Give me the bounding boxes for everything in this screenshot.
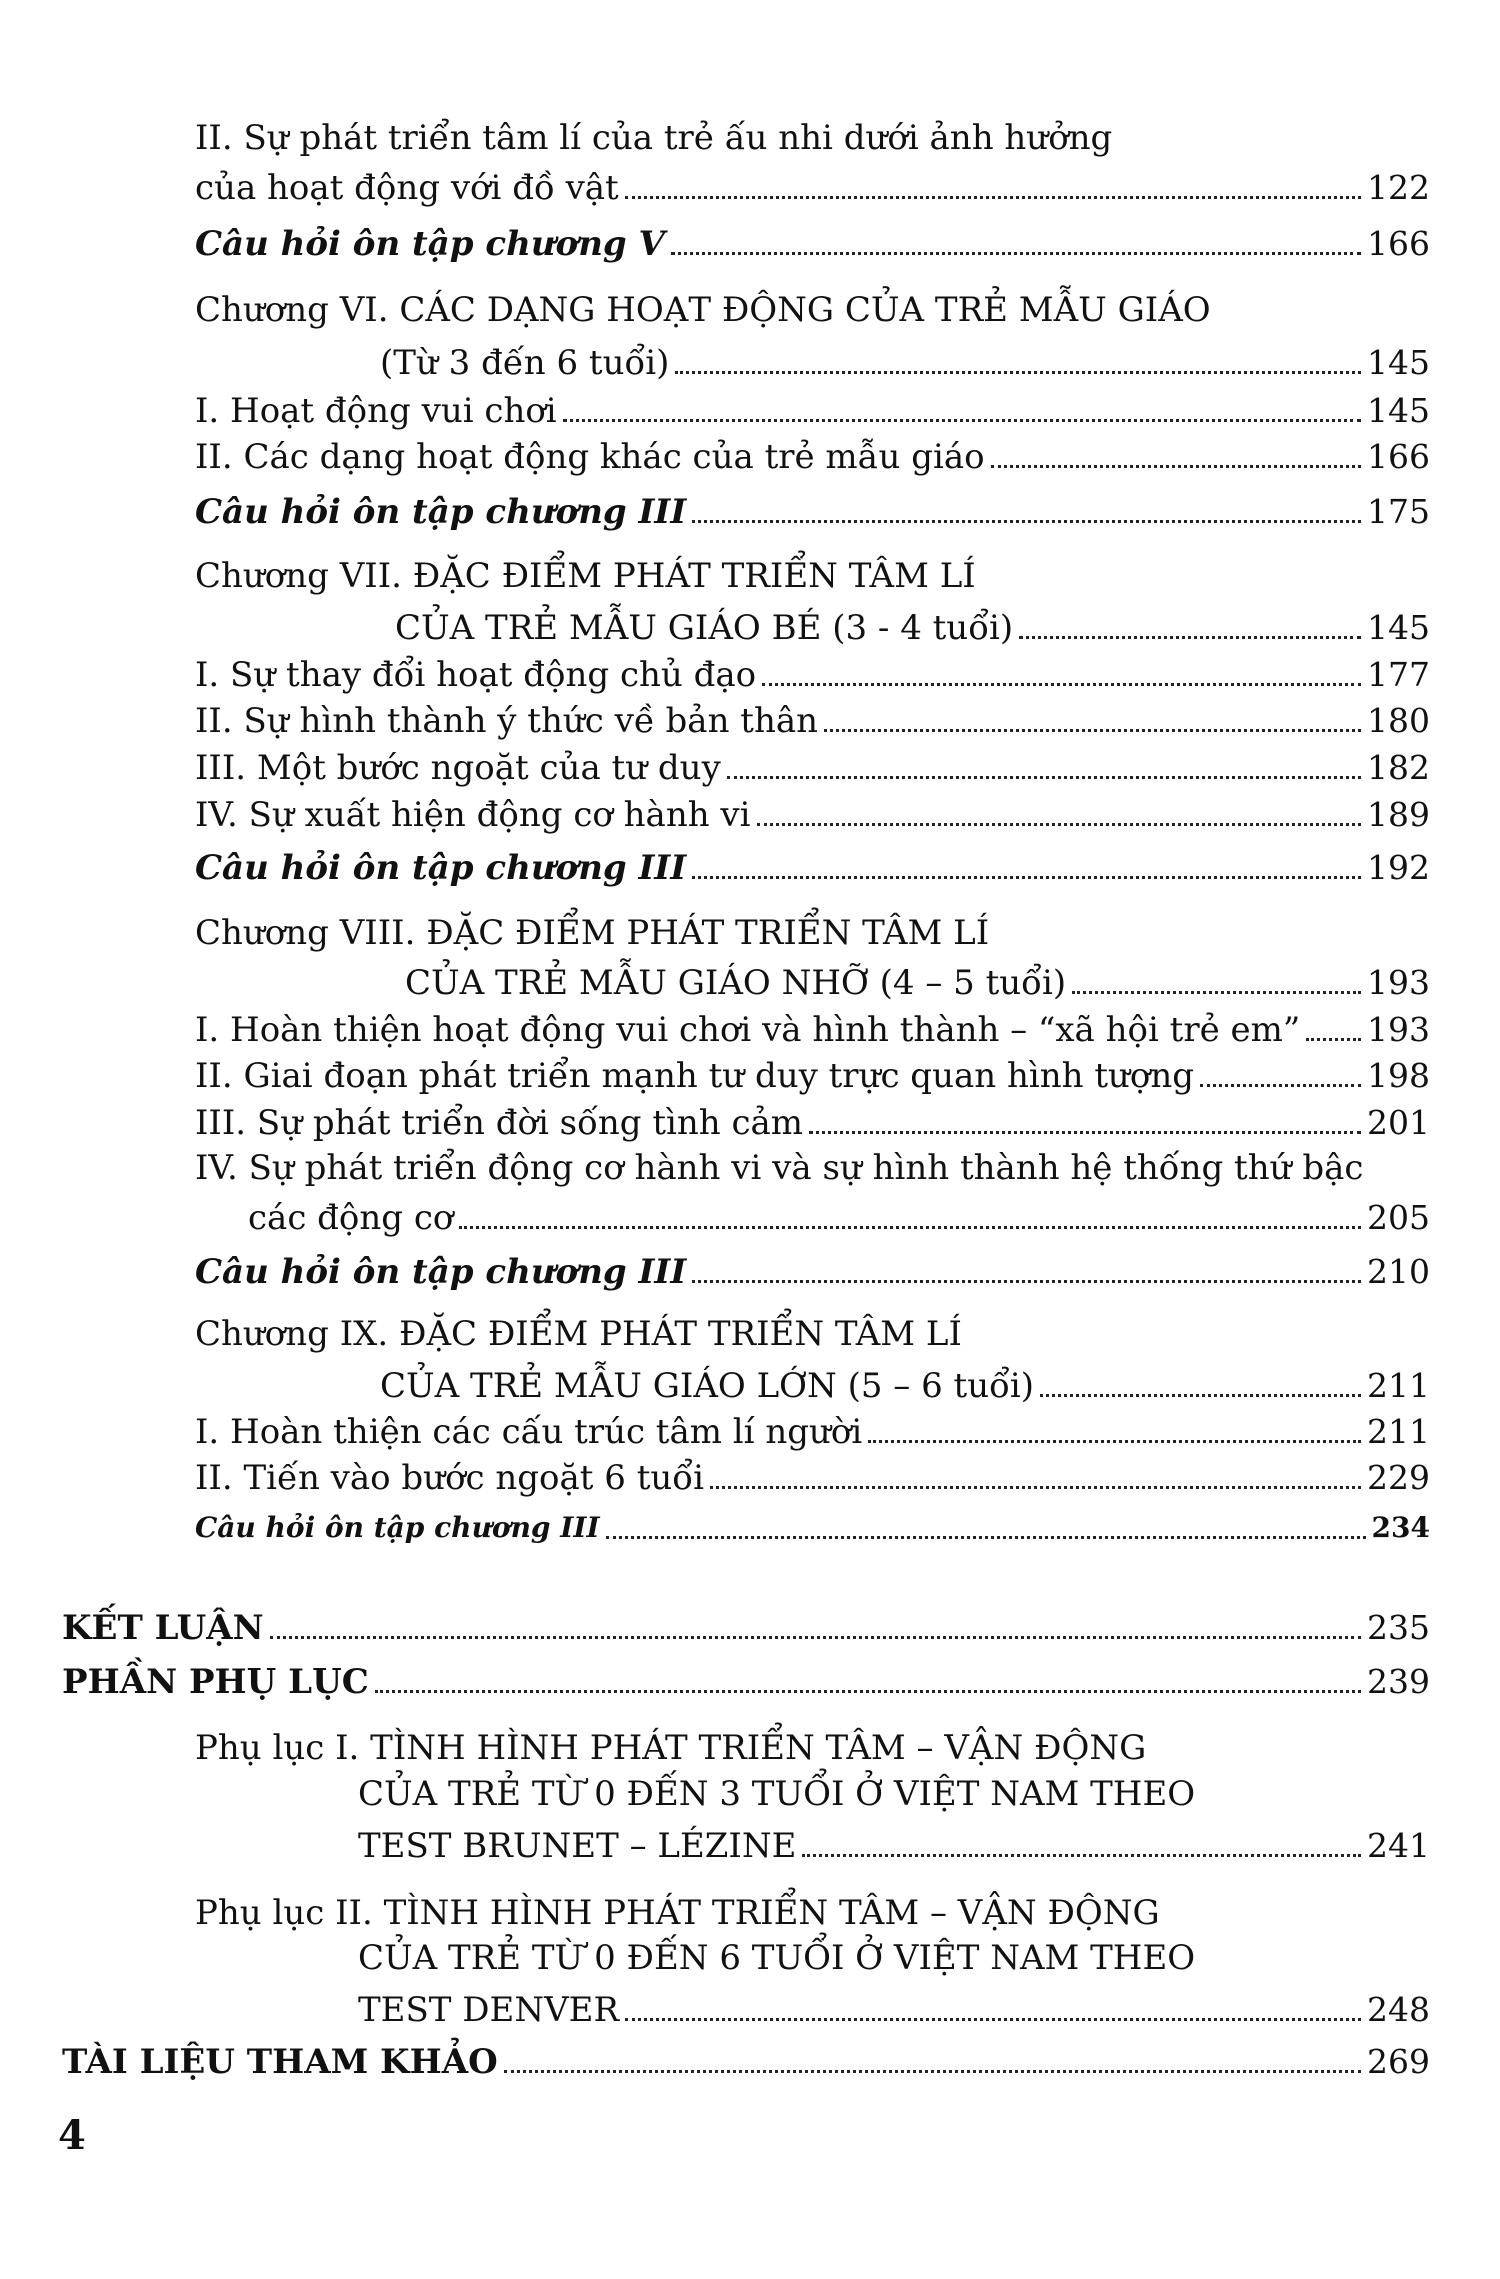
toc-entry-part[interactable] bbox=[62, 2034, 1430, 2082]
entry-page: 182 bbox=[1367, 748, 1430, 787]
entry-text: IV. Sự phát triển động cơ hành vi và sự hình thành hệ thống thứ bậc bbox=[195, 1148, 1364, 1188]
dot-leader bbox=[710, 1458, 1361, 1489]
toc-chapter-heading bbox=[195, 556, 976, 596]
entry-text: CỦA TRẺ MẪU GIÁO BÉ (3 - 4 tuổi) bbox=[395, 608, 1014, 648]
entry-page: 211 bbox=[1367, 1366, 1430, 1405]
toc-entry-section[interactable] bbox=[195, 383, 1430, 431]
entry-text: CỦA TRẺ TỪ 0 ĐẾN 6 TUỔI Ở VIỆT NAM THEO bbox=[358, 1938, 1196, 1978]
entry-page: 193 bbox=[1367, 1010, 1430, 1049]
entry-text: II. Tiến vào bước ngoặt 6 tuổi bbox=[195, 1458, 704, 1498]
toc-entry-appendix[interactable] bbox=[358, 1982, 1430, 2030]
entry-page: 235 bbox=[1367, 1608, 1430, 1647]
dot-leader bbox=[824, 701, 1361, 732]
entry-page: 145 bbox=[1367, 608, 1430, 647]
toc-entry-review-questions[interactable] bbox=[195, 1244, 1430, 1292]
toc-entry-section[interactable] bbox=[195, 693, 1430, 741]
entry-page: 248 bbox=[1367, 1990, 1430, 2029]
entry-text: Chương VIII. ĐẶC ĐIỂM PHÁT TRIỂN TÂM LÍ bbox=[195, 913, 990, 953]
entry-text: Câu hỏi ôn tập chương III bbox=[195, 1252, 687, 1292]
toc-entry-section[interactable] bbox=[195, 1404, 1430, 1452]
toc-entry-review-questions[interactable] bbox=[195, 840, 1430, 888]
entry-text: TEST BRUNET – LÉZINE bbox=[358, 1826, 797, 1866]
entry-page: 241 bbox=[1367, 1826, 1430, 1865]
entry-text: IV. Sự xuất hiện động cơ hành vi bbox=[195, 795, 751, 835]
dot-leader bbox=[270, 1608, 1361, 1639]
toc-entry-part[interactable] bbox=[62, 1654, 1430, 1702]
entry-text: KẾT LUẬN bbox=[62, 1608, 264, 1648]
entry-page: 145 bbox=[1367, 391, 1430, 430]
entry-text: Câu hỏi ôn tập chương V bbox=[195, 224, 665, 264]
toc-entry-section[interactable] bbox=[248, 1190, 1430, 1238]
toc-entry-part[interactable] bbox=[62, 1600, 1430, 1648]
dot-leader bbox=[625, 1990, 1361, 2021]
dot-leader bbox=[563, 391, 1361, 422]
entry-text: II. Giai đoạn phát triển mạnh tư duy trực quan hình tượng bbox=[195, 1056, 1195, 1096]
entry-page: 211 bbox=[1367, 1412, 1430, 1451]
entry-text: I. Sự thay đổi hoạt động chủ đạo bbox=[195, 655, 757, 695]
entry-page: 175 bbox=[1367, 492, 1430, 531]
dot-leader bbox=[692, 492, 1361, 523]
entry-text: CỦA TRẺ TỪ 0 ĐẾN 3 TUỔI Ở VIỆT NAM THEO bbox=[358, 1774, 1196, 1814]
toc-entry-section[interactable] bbox=[195, 429, 1430, 477]
entry-page: 180 bbox=[1367, 701, 1430, 740]
entry-page: 166 bbox=[1367, 437, 1430, 476]
dot-leader bbox=[459, 1198, 1361, 1229]
toc-entry-section bbox=[195, 118, 1112, 158]
toc-chapter-heading bbox=[195, 290, 1211, 330]
entry-text: Câu hỏi ôn tập chương III bbox=[195, 848, 687, 888]
toc-chapter-heading bbox=[195, 913, 989, 953]
entry-page: 145 bbox=[1367, 343, 1430, 382]
toc-entry-section[interactable] bbox=[195, 1095, 1430, 1143]
toc-entry-chapter[interactable] bbox=[395, 600, 1430, 648]
dot-leader bbox=[762, 655, 1361, 686]
entry-text: II. Sự hình thành ý thức về bản thân bbox=[195, 701, 819, 741]
entry-text: của hoạt động với đồ vật bbox=[195, 168, 619, 208]
dot-leader bbox=[1200, 1056, 1361, 1087]
dot-leader bbox=[692, 848, 1361, 879]
entry-text: Chương VII. ĐẶC ĐIỂM PHÁT TRIỂN TÂM LÍ bbox=[195, 556, 976, 596]
entry-page: 177 bbox=[1367, 655, 1430, 694]
dot-leader bbox=[625, 168, 1361, 199]
toc-entry-section[interactable] bbox=[195, 740, 1430, 788]
entry-page: 192 bbox=[1367, 848, 1430, 887]
toc-entry-chapter[interactable] bbox=[380, 1358, 1430, 1406]
entry-text: PHẦN PHỤ LỤC bbox=[62, 1662, 369, 1702]
entry-text: II. Các dạng hoạt động khác của trẻ mẫu giáo bbox=[195, 437, 985, 477]
dot-leader bbox=[675, 343, 1361, 374]
toc-appendix-heading bbox=[358, 1938, 1195, 1978]
entry-text: II. Sự phát triển tâm lí của trẻ ấu nhi dưới ảnh hưởng bbox=[195, 118, 1113, 158]
entry-page: 205 bbox=[1367, 1198, 1430, 1237]
toc-entry-appendix[interactable] bbox=[358, 1818, 1430, 1866]
toc-chapter-heading bbox=[195, 1314, 962, 1354]
toc-entry-section[interactable] bbox=[195, 1002, 1430, 1050]
entry-page: 193 bbox=[1367, 963, 1430, 1002]
toc-entry-review-questions[interactable] bbox=[195, 484, 1430, 532]
entry-page: 234 bbox=[1371, 1511, 1430, 1544]
entry-text: TEST DENVER bbox=[358, 1990, 620, 2030]
dot-leader bbox=[727, 748, 1361, 779]
entry-text: III. Sự phát triển đời sống tình cảm bbox=[195, 1103, 804, 1143]
entry-text: III. Một bước ngoặt của tư duy bbox=[195, 748, 721, 788]
entry-text: Phụ lục II. TÌNH HÌNH PHÁT TRIỂN TÂM – VẬN ĐỘNG bbox=[195, 1893, 1160, 1933]
dot-leader bbox=[504, 2042, 1361, 2073]
dot-leader bbox=[1072, 963, 1361, 994]
dot-leader bbox=[692, 1252, 1361, 1283]
entry-page: 189 bbox=[1367, 795, 1430, 834]
entry-text: CỦA TRẺ MẪU GIÁO NHỠ (4 – 5 tuổi) bbox=[405, 963, 1067, 1003]
dot-leader bbox=[671, 224, 1361, 255]
dot-leader bbox=[1040, 1366, 1361, 1397]
entry-text: (Từ 3 đến 6 tuổi) bbox=[380, 343, 670, 383]
toc-entry-chapter[interactable] bbox=[405, 955, 1430, 1003]
toc-entry-review-questions[interactable] bbox=[195, 216, 1430, 264]
entry-page: 239 bbox=[1367, 1662, 1430, 1701]
toc-entry-section[interactable] bbox=[195, 1048, 1430, 1096]
entry-page: 210 bbox=[1367, 1252, 1430, 1291]
entry-text: Câu hỏi ôn tập chương III bbox=[195, 1511, 600, 1544]
dot-leader bbox=[802, 1826, 1361, 1857]
entry-page: 201 bbox=[1367, 1103, 1430, 1142]
entry-page: 198 bbox=[1367, 1056, 1430, 1095]
entry-text: các động cơ bbox=[248, 1198, 454, 1238]
dot-leader bbox=[1306, 1010, 1361, 1041]
entry-page: 229 bbox=[1367, 1458, 1430, 1497]
dot-leader bbox=[606, 1508, 1366, 1539]
page-number: 4 bbox=[58, 2112, 86, 2159]
toc-entry-section bbox=[195, 1148, 1363, 1188]
entry-text: I. Hoạt động vui chơi bbox=[195, 391, 557, 431]
dot-leader bbox=[757, 795, 1361, 826]
dot-leader bbox=[991, 437, 1361, 468]
dot-leader bbox=[1019, 608, 1361, 639]
toc-entry-review-questions[interactable] bbox=[195, 1500, 1430, 1548]
toc-entry-section[interactable] bbox=[195, 1450, 1430, 1498]
dot-leader bbox=[375, 1662, 1361, 1693]
entry-text: Câu hỏi ôn tập chương III bbox=[195, 492, 687, 532]
toc-entry-section[interactable] bbox=[195, 787, 1430, 835]
toc-appendix-heading bbox=[195, 1728, 1146, 1768]
toc-appendix-heading bbox=[195, 1893, 1160, 1933]
dot-leader bbox=[868, 1412, 1361, 1443]
entry-text: Chương VI. CÁC DẠNG HOẠT ĐỘNG CỦA TRẺ MẪU GIÁO bbox=[195, 290, 1211, 330]
dot-leader bbox=[809, 1103, 1361, 1134]
entry-page: 269 bbox=[1367, 2042, 1430, 2081]
toc-appendix-heading bbox=[358, 1774, 1195, 1814]
entry-text: I. Hoàn thiện các cấu trúc tâm lí người bbox=[195, 1412, 863, 1452]
entry-text: CỦA TRẺ MẪU GIÁO LỚN (5 – 6 tuổi) bbox=[380, 1366, 1035, 1406]
toc-entry-section[interactable] bbox=[195, 160, 1430, 208]
entry-text: TÀI LIỆU THAM KHẢO bbox=[62, 2042, 498, 2082]
toc-entry-section[interactable] bbox=[195, 647, 1430, 695]
entry-text: Phụ lục I. TÌNH HÌNH PHÁT TRIỂN TÂM – VẬN ĐỘNG bbox=[195, 1728, 1147, 1768]
entry-page: 166 bbox=[1367, 224, 1430, 263]
entry-text: Chương IX. ĐẶC ĐIỂM PHÁT TRIỂN TÂM LÍ bbox=[195, 1314, 962, 1354]
entry-page: 122 bbox=[1367, 168, 1430, 207]
entry-text: I. Hoàn thiện hoạt động vui chơi và hình thành – “xã hội trẻ em” bbox=[195, 1010, 1301, 1050]
toc-entry-chapter[interactable] bbox=[380, 335, 1430, 383]
